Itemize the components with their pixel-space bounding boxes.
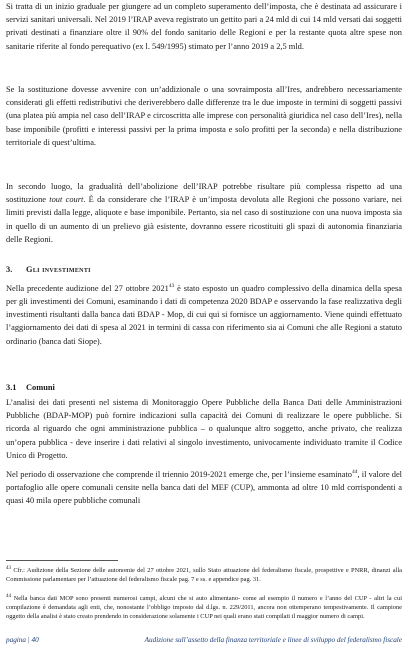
paragraph-text-part: è stato esposto un quadro complessivo della dinamica della spesa per gli investimenti dei Comuni, esaminando i dati di competenza 2020 BDAP e osservando la fase realizzativa degli investimenti risultanti dalla banca dati BDAP - Mop, di cui qui si fornisce un aggiornamento. Viene quindi effettuato l’aggiornamento dei dati di spesa al 2021 in termini di cassa con riferimento sia ai Comuni che alle Regioni a statuto ordinario (banca dati Siope). (6, 283, 402, 346)
page-number: pagina | 40 (6, 636, 39, 644)
paragraph-text: Si tratta di un inizio graduale per giungere ad un completo superamento dell’imposta, che è destinata ad assicurare i servizi sanitari universali. Nel 2019 l’IRAP aveva registrato un gettito pari a 24 mld di cui 14 mld versati dai soggetti privati destinati a finanziare oltre il 90% del fondo sanitario delle Regioni e per la restante quota altre spese non sanitarie riferite al fondo perequativo (ex l. 549/1995) stimato per l’anno 2019 a 2,5 mld. (6, 2, 402, 51)
paragraph-text (6, 180, 402, 246)
subsection-heading (6, 383, 55, 392)
footnote-number: 43 (6, 566, 11, 571)
paragraph-text-part: In secondo luogo, la gradualità dell’abolizione dell’IRAP potrebbe risultare più complessa rispetto ad una sostituzione (6, 182, 402, 205)
paragraph-bdap-mop (6, 396, 402, 462)
subsection-number: 3.1 (6, 383, 17, 392)
paragraph-text-part: Nel periodo di osservazione che comprende il triennio 2019-2021 emerge che, per l’insieme esaminato (6, 469, 352, 479)
paragraph-text-part: Nella precedente audizione del 27 ottobre 2021 (6, 283, 169, 293)
paragraph-text (6, 466, 402, 507)
footnote-text: Cfr.: Audizione della Sezione delle autonomie del 27 ottobre 2021, sullo Stato attuazione del federalismo fiscale, prospettive e PNRR, dinanzi alla Commissione parlamentare per l’attuazione del federalismo fiscale pag. 7 e ss. e appendice pag. 31. (6, 567, 402, 584)
footer-title: Audizione sull’assetto della finanza territoriale e linee di sviluppo del federalismo fiscale (144, 636, 402, 644)
footnote-43 (6, 564, 402, 584)
footnote-number: 44 (6, 594, 11, 599)
paragraph-text-part: , il valore del portafoglio alle opere comunali censite nella banca dati del MEF (CUP), ammonta ad oltre 10 mld corrispondenti a quasi 40 mila opere pubbliche comunali (6, 469, 403, 506)
footnote-separator (6, 560, 118, 561)
paragraph-sostituzione-ires (6, 83, 402, 149)
subsection-title: Comuni (26, 383, 55, 392)
footnote-ref[interactable]: 43 (168, 283, 175, 289)
section-number: 3. (6, 265, 13, 274)
footnote-text: Nella banca dati MOP sono presenti numerosi campi, alcuni che si auto alimentano- come ad esempio il numero e l’anno del CUP - altri la cui compilazione è demandata agli enti, che, nonostante l’obbligo imposto dal d.lgs. n. 229/2011, ancora non ottemperano tempestivamente. Il campione oggetto della analisi è stato creato prendendo in considerazione solamente i CUP nei quali erano stati compilati il maggior numero di campi. (6, 595, 402, 621)
paragraph-text (6, 280, 402, 348)
paragraph-audizione (6, 280, 402, 348)
paragraph-gradualita (6, 180, 402, 246)
page-footer (6, 636, 402, 644)
paragraph-text: Se la sostituzione dovesse avvenire con un’addizionale o una sovraimposta all’Ires, andrebbero necessariamente considerati gli effetti redistributivi che deriverebbero dalle differenze tra le due imposte in termini di soggetti passivi (una platea più ampia nel caso dell’IRAP e circoscritta alle imprese con personalità giuridica nel caso dell’Ires), nella base imponibile (profitti e interessi passivi per la prima imposta e solo profitti per la seconda) e nella distribuzione territoriale di quest’ultima. (6, 85, 402, 147)
footnote-ref[interactable]: 44 (351, 469, 358, 475)
emphasis-text: tout court (49, 195, 84, 205)
paragraph-irap-gettito (6, 0, 402, 53)
footnote-44 (6, 592, 402, 621)
paragraph-text: L’analisi dei dati presenti nel sistema di Monitoraggio Opere Pubbliche della Banca Dati delle Amministrazioni Pubbliche (BDAP-MOP) può fornire indicazioni sulla capacità dei Comuni di realizzare le opere pubbliche. Si ricorda al riguardo che ogni amministrazione pubblica – o qualunque altro soggetto, anche privato, che realizza un’opera pubblica - deve inserire i dati relativi al singolo investimento, univocamente individuato tramite il Codice Unico di Progetto. (6, 398, 402, 460)
paragraph-periodo-osservazione (6, 466, 402, 507)
section-heading (6, 265, 91, 274)
section-title: Gli investimenti (26, 265, 91, 274)
paragraph-text-part: . È da considerare che l’IRAP è un’imposta devoluta alle Regioni che possono variare, nei limiti previsti dalla legge, aliquote e base imponibile. Pertanto, sia nel caso di sostituzione con una nuova imposta sia in quello di un aumento di un prelievo già esistente, dovranno essere ricostituiti gli spazi di autonomia finanziaria delle Regioni. (6, 195, 402, 244)
